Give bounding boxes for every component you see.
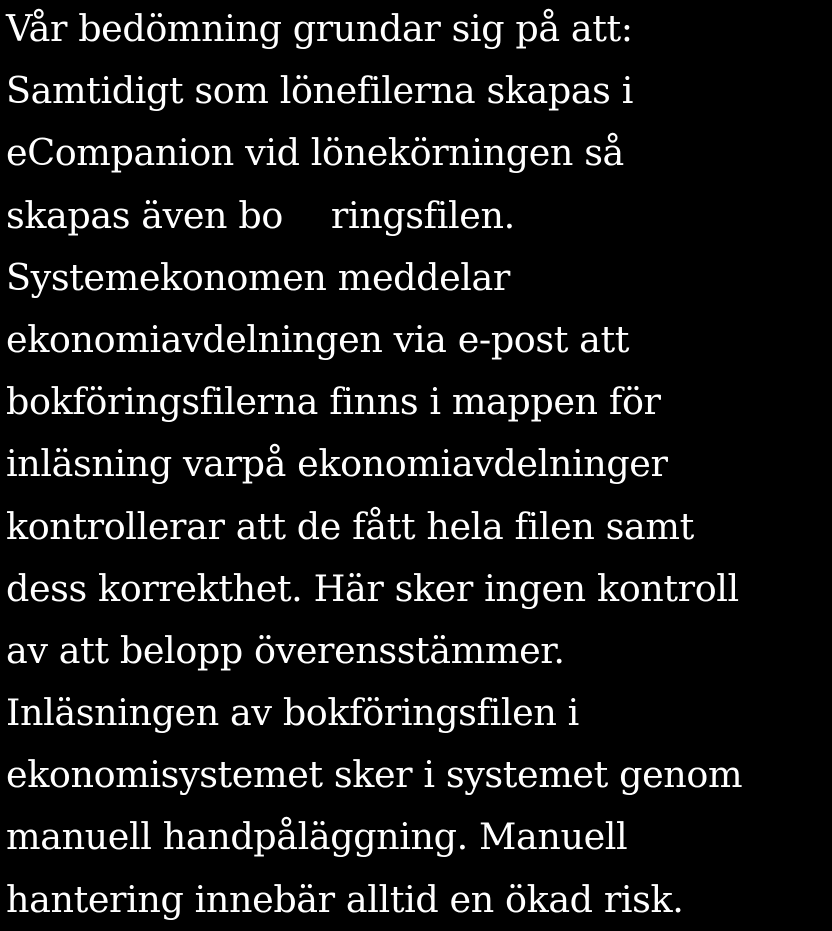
text-line: eCompanion vid lönekörningen så: [6, 131, 624, 175]
text-line-split: [6, 185, 832, 247]
text-line: dess korrekthet. Här sker ingen kontroll: [6, 566, 739, 610]
document-body: [6, 0, 832, 931]
text-line: ekonomisystemet sker i systemet genom: [6, 753, 743, 797]
text-line: Vår bedömning grundar sig på att:: [6, 7, 633, 50]
text-fragment: ringsfilen.: [330, 193, 515, 237]
text-line: Inläsningen av bokföringsfilen i: [6, 691, 579, 735]
text-line: Systemekonomen meddelar: [6, 255, 510, 299]
text-line: inläsning varpå ekonomiavdelninger: [6, 442, 668, 486]
text-line: kontrollerar att de fått hela filen samt: [6, 504, 694, 548]
text-fragment: skapas även bo: [6, 193, 283, 237]
text-line: ekonomiavdelningen via e-post att: [6, 317, 630, 361]
text-line: av att belopp överensstämmer.: [6, 628, 565, 672]
text-line: manuell handpåläggning. Manuell: [6, 815, 628, 859]
text-line: hantering innebär alltid en ökad risk.: [6, 877, 684, 921]
text-line: Samtidigt som lönefilerna skapas i: [6, 69, 633, 113]
text-line: bokföringsfilerna finns i mappen för: [6, 380, 661, 424]
